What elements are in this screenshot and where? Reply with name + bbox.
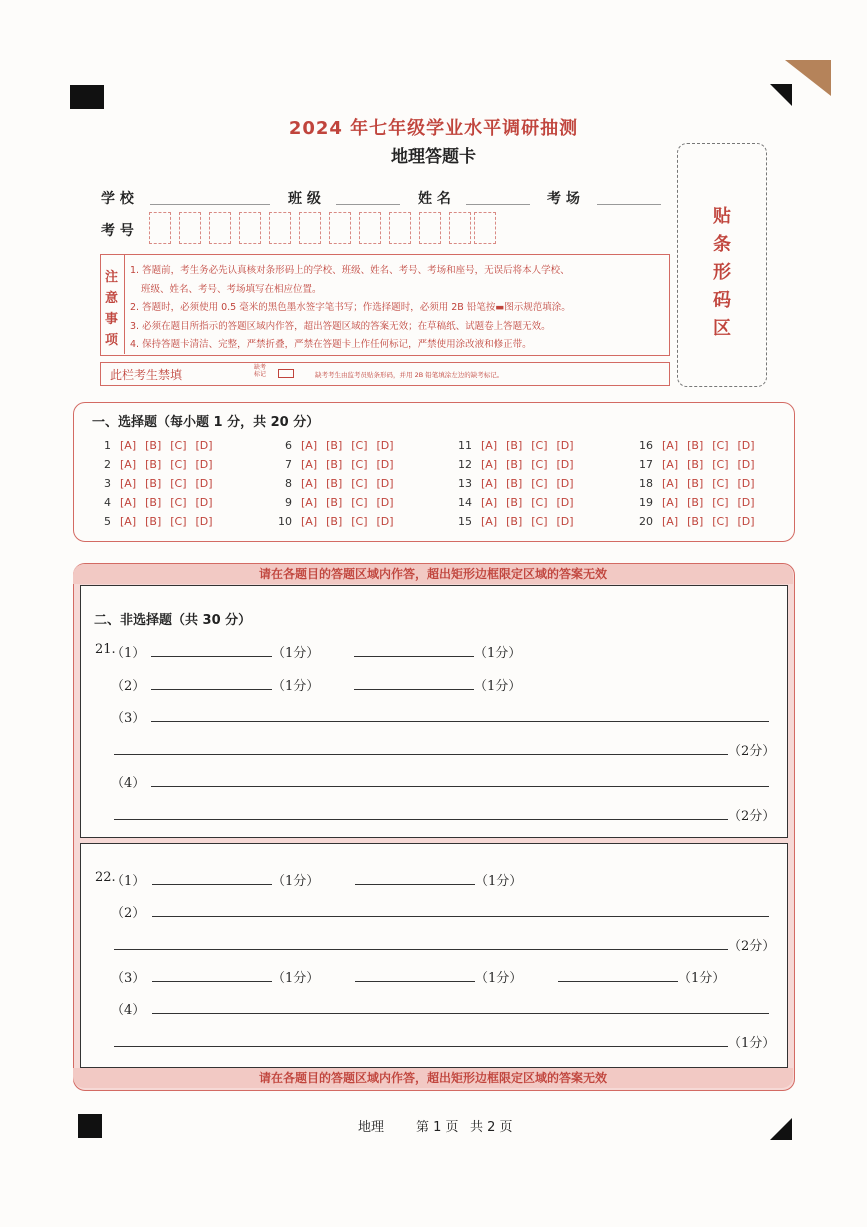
choice-question-number: 15 [458,515,472,528]
choice-option-bubble[interactable]: [C] [712,515,729,528]
page-subtitle: 地理答题卡 [391,147,476,167]
name-label: 姓 名 [418,191,451,207]
choice-option-bubble[interactable]: [B] [326,439,343,452]
choice-option-bubble[interactable]: [D] [195,515,213,528]
choice-option-bubble[interactable]: [C] [531,458,548,471]
exam-digit-box[interactable] [359,212,381,244]
q21-part3-score: （2分） [728,744,776,759]
exam-digit-box[interactable] [209,212,231,244]
choice-option-bubble[interactable]: [D] [376,439,394,452]
warning-bottom: 请在各题目的答题区域内作答，超出矩形边框限定区域的答案无效 [73,1068,793,1088]
q21-number: 21. [95,642,116,657]
choice-question-row [452,439,574,452]
q21-part4-line-2[interactable] [114,819,728,820]
warning-top: 请在各题目的答题区域内作答，超出矩形边框限定区域的答案无效 [73,564,793,584]
choice-option-bubble[interactable]: [A] [481,439,498,452]
footer-subject: 地理 [358,1120,385,1135]
barcode-char: 形 [713,262,731,283]
q22-part3-score-b: （1分） [475,971,523,986]
exam-digit-box[interactable] [239,212,261,244]
note-item: 班级、姓名、考号、考场填写在相应位置。 [141,284,322,295]
choice-option-bubble[interactable]: [B] [145,515,162,528]
q22-part1-blank-a[interactable] [152,884,272,885]
choice-option-bubble[interactable]: [D] [556,439,574,452]
choice-option-bubble[interactable]: [B] [145,477,162,490]
choice-question-number: 8 [285,477,292,490]
choice-option-bubble[interactable]: [A] [301,439,318,452]
exam-digit-box[interactable] [179,212,201,244]
choice-option-bubble[interactable]: [C] [712,458,729,471]
choice-option-bubble[interactable]: [C] [351,515,368,528]
choice-option-bubble[interactable]: [A] [120,458,137,471]
q21-part4-line-1[interactable] [151,786,769,787]
choice-option-bubble[interactable]: [A] [481,515,498,528]
choice-option-bubble[interactable]: [A] [662,477,679,490]
q22-part3-blank-c[interactable] [558,981,678,982]
q21-part3-label: （3） [111,711,146,726]
exam-digit-box[interactable] [299,212,321,244]
notes-heading-char: 事 [105,312,119,327]
choice-option-bubble[interactable]: [C] [712,439,729,452]
q21-part1-label: （1） [111,646,146,661]
choice-option-bubble[interactable]: [B] [506,439,523,452]
barcode-area [677,143,767,387]
choice-option-bubble[interactable]: [B] [145,458,162,471]
choice-option-bubble[interactable]: [B] [687,439,704,452]
choice-option-bubble[interactable]: [C] [170,515,187,528]
choice-question-row [633,458,755,471]
choice-option-bubble[interactable]: [B] [145,496,162,509]
choice-option-bubble[interactable]: [D] [556,515,574,528]
choice-question-number: 9 [285,496,292,509]
footer-total: 共 2 页 [470,1120,513,1135]
choice-option-bubble[interactable]: [B] [687,515,704,528]
choice-option-bubble[interactable]: [B] [687,496,704,509]
page-title: 2024 年七年级学业水平调研抽测 [288,118,579,139]
choice-option-bubble[interactable]: [D] [556,477,574,490]
choice-question-number: 6 [285,439,292,452]
choice-option-bubble[interactable]: [B] [326,515,343,528]
q22-part1-blank-b[interactable] [355,884,475,885]
q21-part1-score-b: （1分） [474,646,522,661]
choice-question-number: 10 [278,515,292,528]
q21-part1-blank-a[interactable] [151,656,272,657]
choice-question-row [272,496,394,509]
choice-question-number: 11 [458,439,472,452]
choice-question-row [91,439,213,452]
q22-part4-score: （1分） [728,1036,776,1051]
q22-part1-label: （1） [111,874,146,889]
choice-question-number: 13 [458,477,472,490]
room-label: 考 场 [547,191,580,207]
choice-option-bubble[interactable]: [A] [481,477,498,490]
barcode-char: 码 [713,290,731,311]
notes-heading-char: 意 [105,291,119,306]
choice-option-bubble[interactable]: [A] [301,515,318,528]
corner-mark-bottom-left [78,1114,102,1138]
q22-part2-line-1[interactable] [152,916,769,917]
choice-option-bubble[interactable]: [A] [481,496,498,509]
q22-part1-score-b: （1分） [475,874,523,889]
choice-question-row [272,439,394,452]
choice-option-bubble[interactable]: [B] [687,477,704,490]
choice-option-bubble[interactable]: [C] [170,477,187,490]
choice-option-bubble[interactable]: [D] [376,515,394,528]
q22-part3-score-a: （1分） [272,971,320,986]
choice-option-bubble[interactable]: [C] [351,439,368,452]
q22-part4-line-2[interactable] [114,1046,728,1047]
q22-number: 22. [95,870,116,885]
note-item: 4. 保持答题卡清洁、完整，严禁折叠，严禁在答题卡上作任何标记，严禁使用涂改液和修正带。 [130,339,532,350]
choice-question-row [633,477,755,490]
choice-option-bubble[interactable]: [D] [556,496,574,509]
q21-part1-blank-b[interactable] [354,656,474,657]
choice-question-row [91,515,213,528]
choice-option-bubble[interactable]: [D] [376,477,394,490]
q22-part4-line-1[interactable] [152,1013,769,1014]
choice-question-row [633,515,755,528]
class-field[interactable] [336,204,400,205]
choice-option-bubble[interactable]: [C] [170,439,187,452]
barcode-char: 贴 [713,206,731,227]
choice-option-bubble[interactable]: [A] [662,496,679,509]
choice-question-number: 14 [458,496,472,509]
q21-part4-score: （2分） [728,809,776,824]
barcode-char: 区 [713,318,731,339]
notes-heading-char: 项 [105,333,119,348]
exam-digit-box[interactable] [449,212,471,244]
choice-option-bubble[interactable]: [D] [195,496,213,509]
choice-option-bubble[interactable]: [C] [170,458,187,471]
corner-mark-bottom-right [770,1118,792,1140]
choice-question-row [633,496,755,509]
choice-option-bubble[interactable]: [C] [351,458,368,471]
choice-question-row [272,515,394,528]
choice-question-number: 7 [285,458,292,471]
choice-option-bubble[interactable]: [C] [712,477,729,490]
choice-option-bubble[interactable]: [C] [351,477,368,490]
q22-part1-score-a: （1分） [272,874,320,889]
q22-part3-blank-b[interactable] [355,981,475,982]
choice-option-bubble[interactable]: [D] [556,458,574,471]
note-item: 2. 答题时，必须使用 0.5 毫米的黑色墨水签字笔书写；作选择题时，必须用 2B 铅笔按▬图示规范填涂。 [130,302,571,313]
q22-part3-score-c: （1分） [678,971,726,986]
exam-digit-box[interactable] [389,212,411,244]
absent-label: 缺考 标记 [254,364,267,378]
choice-option-bubble[interactable]: [B] [506,515,523,528]
choice-question-number: 18 [639,477,653,490]
choice-question-number: 3 [104,477,111,490]
choice-question-row [633,439,755,452]
choice-option-bubble[interactable]: [B] [506,496,523,509]
choice-option-bubble[interactable]: [D] [737,458,755,471]
choice-question-row [91,477,213,490]
q22-part3-blank-a[interactable] [152,981,272,982]
choice-option-bubble[interactable]: [B] [326,496,343,509]
q21-part2-label: （2） [111,679,146,694]
forbidden-label: 此栏考生禁填 [110,368,183,382]
choice-option-bubble[interactable]: [A] [662,458,679,471]
choice-question-number: 19 [639,496,653,509]
barcode-char: 条 [713,234,731,255]
choice-option-bubble[interactable]: [C] [351,496,368,509]
choice-question-number: 4 [104,496,111,509]
choice-option-bubble[interactable]: [B] [326,458,343,471]
choice-question-row [452,477,574,490]
exam-number-label: 考 号 [101,223,134,239]
choice-option-bubble[interactable]: [D] [195,477,213,490]
note-item: 1. 答题前，考生务必先认真核对条形码上的学校、班级、姓名、考号、考场和座号，无误后将本人学校、 [130,265,570,276]
note-item: 3. 必须在题目所指示的答题区域内作答，超出答题区域的答案无效；在草稿纸、试题卷上答题无效。 [130,321,551,332]
choice-option-bubble[interactable]: [D] [376,496,394,509]
q22-part4-label: （4） [111,1003,146,1018]
choice-question-row [452,515,574,528]
choice-question-number: 1 [104,439,111,452]
question-22-panel [80,843,788,1068]
choice-question-number: 17 [639,458,653,471]
choice-option-bubble[interactable]: [A] [120,477,137,490]
choice-option-bubble[interactable]: [D] [195,439,213,452]
choice-option-bubble[interactable]: [C] [531,515,548,528]
choice-option-bubble[interactable]: [A] [481,458,498,471]
q22-part2-score: （2分） [728,939,776,954]
choice-question-number: 16 [639,439,653,452]
q21-part2-blank-b[interactable] [354,689,474,690]
section2-title: 二、非选择题（共 30 分） [94,613,252,628]
q21-part3-line-1[interactable] [151,721,769,722]
choice-option-bubble[interactable]: [D] [737,515,755,528]
choice-option-bubble[interactable]: [B] [145,439,162,452]
notes-heading-char: 注 [105,270,119,285]
choice-question-row [272,458,394,471]
name-field[interactable] [466,204,530,205]
choice-question-row [452,458,574,471]
choice-option-bubble[interactable]: [C] [712,496,729,509]
choice-option-bubble[interactable]: [C] [170,496,187,509]
notes-heading [100,254,125,354]
choice-option-bubble[interactable]: [A] [120,496,137,509]
choice-question-row [91,496,213,509]
choice-option-bubble[interactable]: [A] [301,496,318,509]
q22-part2-label: （2） [111,906,146,921]
choice-option-bubble[interactable]: [C] [531,496,548,509]
choice-option-bubble[interactable]: [A] [120,515,137,528]
choice-option-bubble[interactable]: [C] [531,439,548,452]
corner-mark-top-left [70,85,104,109]
absent-mark-box[interactable] [278,369,294,378]
exam-digit-box[interactable] [329,212,351,244]
choice-option-bubble[interactable]: [A] [662,439,679,452]
choice-option-bubble[interactable]: [D] [195,458,213,471]
q21-part2-blank-a[interactable] [151,689,272,690]
choice-option-bubble[interactable]: [D] [376,458,394,471]
choice-option-bubble[interactable]: [A] [301,477,318,490]
page-fold-corner [785,60,831,96]
q22-part2-line-2[interactable] [114,949,728,950]
choice-question-number: 5 [104,515,111,528]
choice-option-bubble[interactable]: [B] [326,477,343,490]
choice-option-bubble[interactable]: [C] [531,477,548,490]
choice-option-bubble[interactable]: [A] [301,458,318,471]
choice-question-row [91,458,213,471]
choice-question-row [452,496,574,509]
class-label: 班 级 [288,191,321,207]
q21-part3-line-2[interactable] [114,754,728,755]
choice-option-bubble[interactable]: [D] [737,439,755,452]
q21-part2-score-b: （1分） [474,679,522,694]
school-field[interactable] [150,204,270,205]
footer-page: 第 1 页 [416,1120,459,1135]
choice-question-number: 2 [104,458,111,471]
choice-section-title: 一、选择题（每小题 1 分，共 20 分） [92,415,320,430]
room-field[interactable] [597,204,661,205]
choice-option-bubble[interactable]: [B] [506,477,523,490]
exam-digit-box[interactable] [474,212,496,244]
q22-part3-label: （3） [111,971,146,986]
exam-digit-box[interactable] [149,212,171,244]
exam-digit-box[interactable] [419,212,441,244]
choice-question-number: 20 [639,515,653,528]
choice-option-bubble[interactable]: [B] [687,458,704,471]
choice-option-bubble[interactable]: [A] [120,439,137,452]
choice-option-bubble[interactable]: [D] [737,496,755,509]
absent-note: 缺考考生由监考员贴条形码，并用 2B 铅笔填涂左边的缺考标记。 [315,371,504,379]
q21-part4-label: （4） [111,776,146,791]
choice-question-row [272,477,394,490]
q21-part1-score-a: （1分） [272,646,320,661]
q21-part2-score-a: （1分） [272,679,320,694]
exam-digit-box[interactable] [269,212,291,244]
choice-option-bubble[interactable]: [B] [506,458,523,471]
school-label: 学 校 [101,191,134,207]
choice-question-number: 12 [458,458,472,471]
choice-option-bubble[interactable]: [A] [662,515,679,528]
choice-option-bubble[interactable]: [D] [737,477,755,490]
